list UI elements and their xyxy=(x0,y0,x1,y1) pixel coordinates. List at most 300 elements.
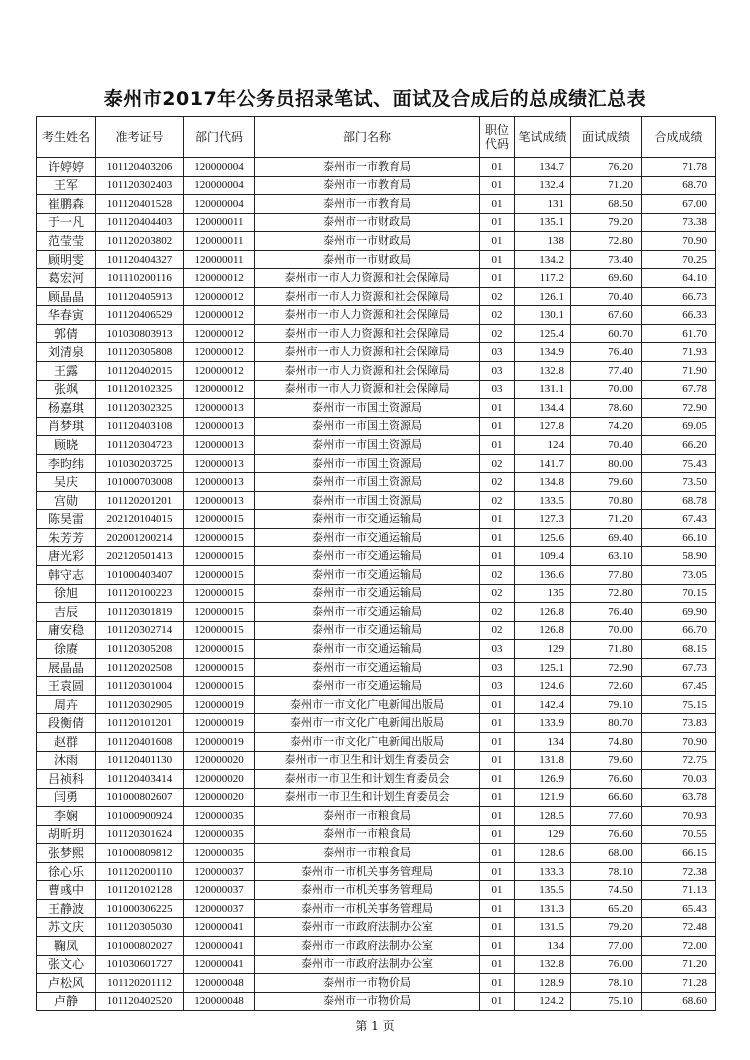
written-score: 128.5 xyxy=(515,807,571,826)
interview-score: 79.10 xyxy=(571,695,642,714)
exam-id: 101120403108 xyxy=(96,417,184,436)
total-score: 70.90 xyxy=(642,232,716,251)
exam-id: 101120301004 xyxy=(96,677,184,696)
dept-code: 120000035 xyxy=(184,844,255,863)
written-score: 134.9 xyxy=(515,343,571,362)
page-title: 泰州市2017年公务员招录笔试、面试及合成后的总成绩汇总表 xyxy=(103,88,647,110)
total-score: 75.43 xyxy=(642,454,716,473)
exam-id: 101120305808 xyxy=(96,343,184,362)
candidate-name: 庸安稳 xyxy=(37,621,96,640)
dept-name: 泰州市一市机关事务管理局 xyxy=(255,899,480,918)
table-row xyxy=(37,436,716,455)
position-code: 01 xyxy=(480,547,515,566)
position-code: 01 xyxy=(480,844,515,863)
position-code: 01 xyxy=(480,213,515,232)
exam-id: 101000900924 xyxy=(96,807,184,826)
total-score: 67.43 xyxy=(642,510,716,529)
dept-name: 泰州市一市粮食局 xyxy=(255,825,480,844)
dept-code: 120000004 xyxy=(184,195,255,214)
total-score: 71.13 xyxy=(642,881,716,900)
table-row xyxy=(37,955,716,974)
candidate-name: 徐赓 xyxy=(37,640,96,659)
total-score: 66.15 xyxy=(642,844,716,863)
table-row xyxy=(37,677,716,696)
table-row xyxy=(37,417,716,436)
candidate-name: 鞠凤 xyxy=(37,936,96,955)
candidate-name: 王静波 xyxy=(37,899,96,918)
total-score: 66.10 xyxy=(642,528,716,547)
total-score: 68.60 xyxy=(642,992,716,1011)
total-score: 65.43 xyxy=(642,899,716,918)
candidate-name: 郭倩 xyxy=(37,324,96,343)
total-score: 72.38 xyxy=(642,862,716,881)
written-score: 129 xyxy=(515,825,571,844)
table-row xyxy=(37,195,716,214)
written-score: 121.9 xyxy=(515,788,571,807)
dept-code: 120000019 xyxy=(184,695,255,714)
exam-id: 101000802607 xyxy=(96,788,184,807)
table-row xyxy=(37,788,716,807)
written-score: 134 xyxy=(515,936,571,955)
exam-id: 202001200214 xyxy=(96,528,184,547)
dept-name: 泰州市一市国土资源局 xyxy=(255,473,480,492)
table-row xyxy=(37,343,716,362)
interview-score: 71.20 xyxy=(571,510,642,529)
position-code: 03 xyxy=(480,380,515,399)
candidate-name: 展晶晶 xyxy=(37,658,96,677)
interview-score: 69.60 xyxy=(571,269,642,288)
position-code: 01 xyxy=(480,195,515,214)
table-row xyxy=(37,491,716,510)
table-row xyxy=(37,825,716,844)
table-row xyxy=(37,974,716,993)
candidate-name: 沐雨 xyxy=(37,751,96,770)
dept-name: 泰州市一市国土资源局 xyxy=(255,417,480,436)
position-code: 01 xyxy=(480,399,515,418)
table-row xyxy=(37,732,716,751)
table-row xyxy=(37,399,716,418)
position-code: 02 xyxy=(480,621,515,640)
candidate-name: 许婷婷 xyxy=(37,158,96,177)
dept-code: 120000020 xyxy=(184,788,255,807)
dept-code: 120000015 xyxy=(184,603,255,622)
candidate-name: 张飒 xyxy=(37,380,96,399)
total-score: 63.78 xyxy=(642,788,716,807)
dept-code: 120000013 xyxy=(184,436,255,455)
interview-score: 77.80 xyxy=(571,566,642,585)
candidate-name: 赵群 xyxy=(37,732,96,751)
interview-score: 79.20 xyxy=(571,213,642,232)
written-score: 128.9 xyxy=(515,974,571,993)
written-score: 126.1 xyxy=(515,287,571,306)
written-score: 135 xyxy=(515,584,571,603)
dept-name: 泰州市一市人力资源和社会保障局 xyxy=(255,380,480,399)
dept-name: 泰州市一市文化广电新闻出版局 xyxy=(255,732,480,751)
interview-score: 75.10 xyxy=(571,992,642,1011)
candidate-name: 张梦熙 xyxy=(37,844,96,863)
written-score: 134.7 xyxy=(515,158,571,177)
exam-id: 101120102128 xyxy=(96,881,184,900)
dept-name: 泰州市一市政府法制办公室 xyxy=(255,918,480,937)
dept-name: 泰州市一市卫生和计划生育委员会 xyxy=(255,751,480,770)
written-score: 130.1 xyxy=(515,306,571,325)
candidate-name: 闫勇 xyxy=(37,788,96,807)
position-code: 01 xyxy=(480,807,515,826)
total-score: 61.70 xyxy=(642,324,716,343)
dept-code: 120000013 xyxy=(184,454,255,473)
total-score: 66.33 xyxy=(642,306,716,325)
dept-name: 泰州市一市教育局 xyxy=(255,176,480,195)
exam-id: 101030203725 xyxy=(96,454,184,473)
written-score: 135.5 xyxy=(515,881,571,900)
written-score: 136.6 xyxy=(515,566,571,585)
dept-code: 120000012 xyxy=(184,362,255,381)
table-row xyxy=(37,250,716,269)
written-score: 131 xyxy=(515,195,571,214)
position-code: 02 xyxy=(480,584,515,603)
interview-score: 66.60 xyxy=(571,788,642,807)
exam-id: 101120101201 xyxy=(96,714,184,733)
total-score: 72.90 xyxy=(642,399,716,418)
written-score: 131.8 xyxy=(515,751,571,770)
interview-score: 70.00 xyxy=(571,380,642,399)
written-score: 125.4 xyxy=(515,324,571,343)
position-code: 01 xyxy=(480,417,515,436)
interview-score: 78.10 xyxy=(571,862,642,881)
interview-score: 72.90 xyxy=(571,658,642,677)
total-score: 71.28 xyxy=(642,974,716,993)
candidate-name: 葛宏河 xyxy=(37,269,96,288)
written-score: 124.2 xyxy=(515,992,571,1011)
total-score: 67.73 xyxy=(642,658,716,677)
interview-score: 80.00 xyxy=(571,454,642,473)
exam-id: 101000403407 xyxy=(96,566,184,585)
candidate-name: 王袁圆 xyxy=(37,677,96,696)
interview-score: 76.60 xyxy=(571,825,642,844)
header-dept-code: 部门代码 xyxy=(184,117,255,158)
dept-name: 泰州市一市交通运输局 xyxy=(255,510,480,529)
total-score: 69.05 xyxy=(642,417,716,436)
dept-code: 120000041 xyxy=(184,918,255,937)
dept-code: 120000013 xyxy=(184,399,255,418)
total-score: 66.20 xyxy=(642,436,716,455)
candidate-name: 顾晶晶 xyxy=(37,287,96,306)
interview-score: 72.80 xyxy=(571,584,642,603)
dept-code: 120000015 xyxy=(184,566,255,585)
dept-code: 120000035 xyxy=(184,807,255,826)
candidate-name: 范莹莹 xyxy=(37,232,96,251)
total-score: 70.15 xyxy=(642,584,716,603)
exam-id: 101120302403 xyxy=(96,176,184,195)
dept-name: 泰州市一市文化广电新闻出版局 xyxy=(255,714,480,733)
interview-score: 76.40 xyxy=(571,343,642,362)
position-code: 02 xyxy=(480,603,515,622)
exam-id: 101120200110 xyxy=(96,862,184,881)
position-code: 02 xyxy=(480,324,515,343)
exam-id: 101120304723 xyxy=(96,436,184,455)
table-row xyxy=(37,287,716,306)
exam-id: 101120201201 xyxy=(96,491,184,510)
dept-name: 泰州市一市机关事务管理局 xyxy=(255,862,480,881)
interview-score: 70.40 xyxy=(571,436,642,455)
exam-id: 101120305030 xyxy=(96,918,184,937)
interview-score: 68.50 xyxy=(571,195,642,214)
header-interview: 面试成绩 xyxy=(571,117,642,158)
total-score: 69.90 xyxy=(642,603,716,622)
total-score: 67.00 xyxy=(642,195,716,214)
written-score: 125.6 xyxy=(515,528,571,547)
exam-id: 101120401608 xyxy=(96,732,184,751)
written-score: 141.7 xyxy=(515,454,571,473)
candidate-name: 李娴 xyxy=(37,807,96,826)
table-row xyxy=(37,807,716,826)
table-row xyxy=(37,881,716,900)
dept-code: 120000019 xyxy=(184,732,255,751)
interview-score: 80.70 xyxy=(571,714,642,733)
total-score: 70.25 xyxy=(642,250,716,269)
dept-code: 120000015 xyxy=(184,621,255,640)
dept-name: 泰州市一市卫生和计划生育委员会 xyxy=(255,788,480,807)
interview-score: 79.60 xyxy=(571,473,642,492)
page-number: 第 1 页 xyxy=(355,1019,395,1033)
written-score: 124.6 xyxy=(515,677,571,696)
exam-id: 101120305208 xyxy=(96,640,184,659)
table-row xyxy=(37,213,716,232)
exam-id: 202120104015 xyxy=(96,510,184,529)
interview-score: 74.20 xyxy=(571,417,642,436)
dept-code: 120000035 xyxy=(184,825,255,844)
dept-name: 泰州市一市人力资源和社会保障局 xyxy=(255,343,480,362)
dept-code: 120000015 xyxy=(184,547,255,566)
position-code: 02 xyxy=(480,491,515,510)
candidate-name: 曹彧中 xyxy=(37,881,96,900)
position-code: 01 xyxy=(480,269,515,288)
dept-code: 120000041 xyxy=(184,955,255,974)
dept-name: 泰州市一市交通运输局 xyxy=(255,547,480,566)
table-row xyxy=(37,695,716,714)
position-code: 03 xyxy=(480,640,515,659)
total-score: 64.10 xyxy=(642,269,716,288)
position-code: 01 xyxy=(480,862,515,881)
dept-code: 120000019 xyxy=(184,714,255,733)
dept-code: 120000004 xyxy=(184,176,255,195)
dept-code: 120000012 xyxy=(184,306,255,325)
interview-score: 65.20 xyxy=(571,899,642,918)
exam-id: 101000703008 xyxy=(96,473,184,492)
exam-id: 101120402015 xyxy=(96,362,184,381)
dept-name: 泰州市一市交通运输局 xyxy=(255,603,480,622)
table-row xyxy=(37,306,716,325)
exam-id: 101120201112 xyxy=(96,974,184,993)
position-code: 01 xyxy=(480,899,515,918)
dept-name: 泰州市一市国土资源局 xyxy=(255,436,480,455)
written-score: 126.8 xyxy=(515,621,571,640)
dept-name: 泰州市一市卫生和计划生育委员会 xyxy=(255,770,480,789)
dept-name: 泰州市一市教育局 xyxy=(255,158,480,177)
written-score: 134.8 xyxy=(515,473,571,492)
total-score: 70.03 xyxy=(642,770,716,789)
total-score: 71.78 xyxy=(642,158,716,177)
dept-name: 泰州市一市人力资源和社会保障局 xyxy=(255,269,480,288)
written-score: 127.3 xyxy=(515,510,571,529)
total-score: 72.75 xyxy=(642,751,716,770)
dept-code: 120000037 xyxy=(184,899,255,918)
candidate-name: 朱芳芳 xyxy=(37,528,96,547)
dept-name: 泰州市一市国土资源局 xyxy=(255,491,480,510)
written-score: 132.8 xyxy=(515,362,571,381)
table-row xyxy=(37,621,716,640)
interview-score: 76.60 xyxy=(571,770,642,789)
candidate-name: 顾明雯 xyxy=(37,250,96,269)
position-code: 02 xyxy=(480,306,515,325)
dept-code: 120000020 xyxy=(184,770,255,789)
dept-code: 120000012 xyxy=(184,343,255,362)
written-score: 128.6 xyxy=(515,844,571,863)
interview-score: 69.40 xyxy=(571,528,642,547)
dept-name: 泰州市一市粮食局 xyxy=(255,844,480,863)
exam-id: 101110200116 xyxy=(96,269,184,288)
written-score: 133.5 xyxy=(515,491,571,510)
dept-name: 泰州市一市交通运输局 xyxy=(255,640,480,659)
exam-id: 101000809812 xyxy=(96,844,184,863)
position-code: 01 xyxy=(480,250,515,269)
interview-score: 79.60 xyxy=(571,751,642,770)
table-row xyxy=(37,528,716,547)
position-code: 01 xyxy=(480,528,515,547)
dept-code: 120000013 xyxy=(184,491,255,510)
total-score: 66.73 xyxy=(642,287,716,306)
dept-code: 120000011 xyxy=(184,232,255,251)
dept-name: 泰州市一市交通运输局 xyxy=(255,621,480,640)
interview-score: 63.10 xyxy=(571,547,642,566)
header-dept-name: 部门名称 xyxy=(255,117,480,158)
table-row xyxy=(37,936,716,955)
position-code: 01 xyxy=(480,510,515,529)
table-row xyxy=(37,232,716,251)
interview-score: 77.00 xyxy=(571,936,642,955)
dept-name: 泰州市一市人力资源和社会保障局 xyxy=(255,306,480,325)
dept-code: 120000048 xyxy=(184,992,255,1011)
candidate-name: 张文心 xyxy=(37,955,96,974)
written-score: 134.2 xyxy=(515,250,571,269)
candidate-name: 肖梦琪 xyxy=(37,417,96,436)
dept-code: 120000011 xyxy=(184,250,255,269)
written-score: 131.3 xyxy=(515,899,571,918)
table-row xyxy=(37,176,716,195)
table-row xyxy=(37,324,716,343)
interview-score: 76.00 xyxy=(571,955,642,974)
interview-score: 76.20 xyxy=(571,158,642,177)
position-code: 01 xyxy=(480,232,515,251)
position-code: 01 xyxy=(480,974,515,993)
candidate-name: 段衡倩 xyxy=(37,714,96,733)
dept-name: 泰州市一市交通运输局 xyxy=(255,528,480,547)
table-row xyxy=(37,566,716,585)
position-code: 02 xyxy=(480,287,515,306)
dept-code: 120000015 xyxy=(184,510,255,529)
table-row xyxy=(37,751,716,770)
written-score: 138 xyxy=(515,232,571,251)
total-score: 73.50 xyxy=(642,473,716,492)
total-score: 68.78 xyxy=(642,491,716,510)
exam-id: 202120501413 xyxy=(96,547,184,566)
table-row xyxy=(37,640,716,659)
dept-code: 120000012 xyxy=(184,380,255,399)
position-code: 03 xyxy=(480,343,515,362)
candidate-name: 宫勋 xyxy=(37,491,96,510)
position-code: 01 xyxy=(480,436,515,455)
interview-score: 68.00 xyxy=(571,844,642,863)
interview-score: 70.40 xyxy=(571,287,642,306)
interview-score: 79.20 xyxy=(571,918,642,937)
exam-id: 101000802027 xyxy=(96,936,184,955)
candidate-name: 华春寅 xyxy=(37,306,96,325)
total-score: 70.90 xyxy=(642,732,716,751)
written-score: 126.8 xyxy=(515,603,571,622)
interview-score: 70.80 xyxy=(571,491,642,510)
position-code: 01 xyxy=(480,788,515,807)
exam-id: 101120405913 xyxy=(96,287,184,306)
dept-code: 120000015 xyxy=(184,640,255,659)
candidate-name: 周卉 xyxy=(37,695,96,714)
dept-name: 泰州市一市粮食局 xyxy=(255,807,480,826)
candidate-name: 吴庆 xyxy=(37,473,96,492)
interview-score: 77.40 xyxy=(571,362,642,381)
written-score: 134.4 xyxy=(515,399,571,418)
position-code: 01 xyxy=(480,992,515,1011)
exam-id: 101120404403 xyxy=(96,213,184,232)
candidate-name: 吕祯科 xyxy=(37,770,96,789)
dept-code: 120000013 xyxy=(184,473,255,492)
position-code: 01 xyxy=(480,751,515,770)
total-score: 68.70 xyxy=(642,176,716,195)
exam-id: 101120301624 xyxy=(96,825,184,844)
position-code: 02 xyxy=(480,473,515,492)
table-row xyxy=(37,844,716,863)
interview-score: 71.20 xyxy=(571,176,642,195)
interview-score: 78.10 xyxy=(571,974,642,993)
dept-name: 泰州市一市交通运输局 xyxy=(255,658,480,677)
table-row xyxy=(37,473,716,492)
position-code: 02 xyxy=(480,566,515,585)
dept-code: 120000037 xyxy=(184,881,255,900)
position-code: 01 xyxy=(480,158,515,177)
header-row xyxy=(37,117,716,158)
candidate-name: 卢静 xyxy=(37,992,96,1011)
exam-id: 101030803913 xyxy=(96,324,184,343)
total-score: 66.70 xyxy=(642,621,716,640)
written-score: 131.5 xyxy=(515,918,571,937)
position-code: 01 xyxy=(480,936,515,955)
candidate-name: 吉辰 xyxy=(37,603,96,622)
total-score: 70.55 xyxy=(642,825,716,844)
table-row xyxy=(37,510,716,529)
dept-name: 泰州市一市财政局 xyxy=(255,213,480,232)
table-row xyxy=(37,770,716,789)
dept-name: 泰州市一市机关事务管理局 xyxy=(255,881,480,900)
table-row xyxy=(37,158,716,177)
dept-name: 泰州市一市财政局 xyxy=(255,232,480,251)
total-score: 73.83 xyxy=(642,714,716,733)
interview-score: 71.80 xyxy=(571,640,642,659)
dept-code: 120000011 xyxy=(184,213,255,232)
total-score: 67.45 xyxy=(642,677,716,696)
total-score: 71.90 xyxy=(642,362,716,381)
dept-code: 120000015 xyxy=(184,584,255,603)
exam-id: 101120406529 xyxy=(96,306,184,325)
written-score: 127.8 xyxy=(515,417,571,436)
exam-id: 101120302905 xyxy=(96,695,184,714)
